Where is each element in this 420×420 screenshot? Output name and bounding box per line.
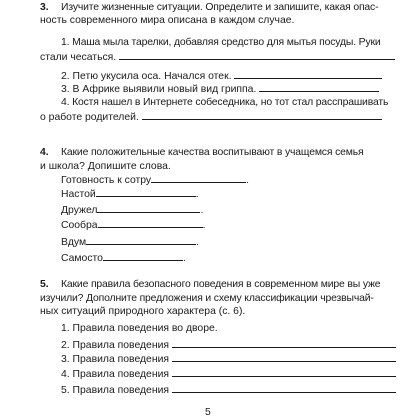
- task-4-word-3-stem: Дружел: [61, 205, 98, 216]
- task-3-item-4-text: о работе родителей.: [40, 112, 139, 123]
- task-3-item-2: [61, 69, 382, 83]
- task-4-word-5-answer-line[interactable]: [86, 235, 196, 245]
- task-4-word-3-answer-line[interactable]: [97, 203, 200, 213]
- task-4-word-2-answer-line[interactable]: [96, 187, 196, 197]
- task-5-item-2-text: 2. Правила поведения: [61, 340, 170, 351]
- task-3-item-1-line-1: 1. Маша мыла тарелки, добавляя средство для мытья посуды. Руки: [61, 37, 381, 48]
- task-5-intro-line-1: Какие правила безопасного поведения в современном мире вы уже: [61, 279, 381, 290]
- task-3-item-3-text: 3. В Африке выявили новый вид гриппа.: [61, 84, 257, 95]
- task-3-item-4-answer-line[interactable]: [142, 110, 382, 120]
- task-4-word-2-period: .: [195, 189, 199, 200]
- task-4-word-1: [61, 173, 249, 187]
- task-4-word-3-period: .: [200, 205, 204, 216]
- task-3-item-4-line-1: 4. Костя нашел в Интернете собеседника, но тот стал расспрашивать: [61, 97, 389, 108]
- task-4-word-3: [61, 203, 203, 217]
- task-3-item-3-answer-line[interactable]: [259, 82, 379, 92]
- task-4-word-2: [61, 187, 199, 201]
- task-4-intro-line-1: Какие положительные качества воспитывают в учащемся семья: [61, 147, 364, 158]
- task-4-word-2-stem: Настой: [61, 189, 96, 200]
- task-3-item-1-text: стали чесаться.: [40, 52, 117, 63]
- task-5-item-5-answer-line[interactable]: [172, 383, 396, 393]
- task-4-word-4: [61, 218, 205, 232]
- task-5-item-2-answer-line[interactable]: [172, 338, 396, 348]
- task-3-item-4-line-2: [40, 110, 382, 124]
- task-5-item-4-text: 4. Правила поведения: [61, 369, 170, 380]
- task-5-number: 5.: [40, 279, 49, 290]
- task-4-word-4-stem: Сообра: [61, 220, 98, 231]
- page-number: 5: [205, 407, 211, 418]
- task-5-item-3: [61, 352, 396, 366]
- task-5-intro-line-3: ных ситуаций природного характера (с. 6).: [40, 306, 246, 317]
- task-4-word-6: [61, 251, 186, 265]
- task-5-intro-line-2: изучили? Дополните предложения и схему классификации чрезвычай-: [40, 293, 374, 304]
- task-4-word-5: [61, 235, 199, 249]
- task-4-word-4-answer-line[interactable]: [98, 218, 203, 228]
- task-5-item-2: [61, 338, 396, 352]
- task-4-word-1-period: .: [246, 175, 249, 186]
- task-3-item-1-line-2: [40, 50, 395, 64]
- task-4-word-4-period: .: [202, 220, 206, 231]
- task-4-number: 4.: [40, 147, 49, 158]
- task-4-word-6-period: .: [182, 253, 186, 264]
- task-3-item-2-answer-line[interactable]: [234, 69, 382, 79]
- task-3-item-2-text: 2. Петю укусила оса. Начался отек.: [61, 71, 232, 82]
- task-5-item-3-answer-line[interactable]: [172, 352, 396, 362]
- task-5-item-3-text: 3. Правила поведения: [61, 354, 170, 365]
- task-5-item-4-answer-line[interactable]: [172, 367, 396, 377]
- task-4-word-1-stem: Готовность к сотру: [61, 175, 152, 186]
- task-3-intro-line-2: ность современного мира описана в каждом случае.: [40, 15, 295, 26]
- task-4-word-6-answer-line[interactable]: [103, 251, 183, 261]
- task-3-intro-line-1: Изучите жизненные ситуации. Определите и запишите, какая опас-: [61, 2, 379, 13]
- task-5-item-5: [61, 383, 396, 397]
- task-4-word-6-stem: Самосто: [61, 253, 103, 264]
- task-3-item-1-answer-line[interactable]: [119, 50, 395, 60]
- task-5-item-4: [61, 367, 396, 381]
- task-4-word-5-period: .: [196, 237, 199, 248]
- task-4-intro-line-2: и школа? Допишите слова.: [40, 161, 171, 172]
- task-5-item-5-text: 5. Правила поведения: [61, 385, 170, 396]
- task-4-word-5-stem: Вдум: [61, 237, 87, 248]
- task-4-word-1-answer-line[interactable]: [151, 173, 246, 183]
- task-5-item-1: 1. Правила поведения во дворе.: [61, 323, 218, 334]
- task-3-number: 3.: [40, 2, 49, 13]
- task-3-item-3: [61, 82, 379, 96]
